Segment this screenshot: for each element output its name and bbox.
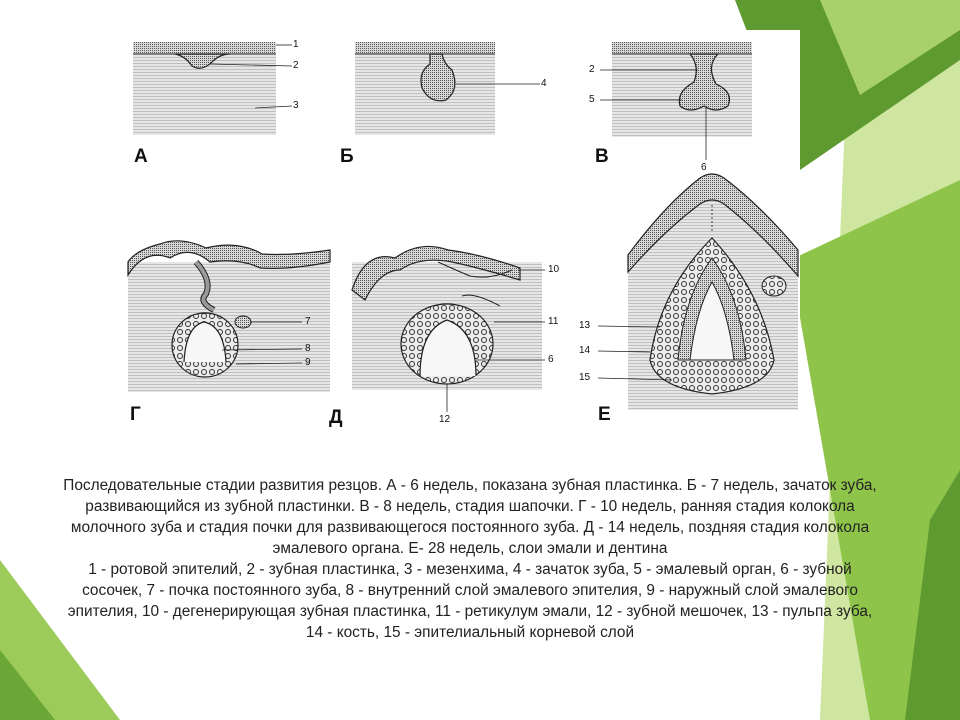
- panel-label-e: Е: [598, 404, 611, 425]
- panel-label-a: А: [134, 146, 148, 167]
- callout-11: 11: [548, 316, 559, 327]
- panel-label-b: Б: [340, 146, 354, 167]
- callout-2b: 2: [589, 64, 595, 75]
- callout-9: 9: [305, 357, 311, 368]
- callout-6b: 6: [548, 354, 554, 365]
- callout-2: 2: [293, 60, 299, 71]
- figure-caption: [60, 475, 880, 643]
- callout-15: 15: [579, 372, 591, 383]
- panel-label-d: Д: [329, 407, 343, 428]
- callout-12: 12: [439, 414, 451, 425]
- callout-8: 8: [305, 343, 311, 354]
- callout-13: 13: [579, 320, 591, 331]
- caption-stages: Последовательные стадии развития резцов. А - 6 недель, показана зубная пластинка. Б - 7 недель, зачаток зуба, развивающийся из зубной пластинки. В - 8 недель, стадия шапочки. Г - 10 недель, ранняя стадия колокола молочного зуба и стадия почки для развивающегося постоянного зуба. Д - 14 недель, поздняя стадия колокола эмалевого органа. Е- 28 недель, слои эмали и дентина: [63, 477, 877, 557]
- panel-label-g: Г: [130, 404, 141, 425]
- panel-a-drawing: [133, 42, 292, 135]
- callout-4: 4: [541, 78, 547, 89]
- callout-7: 7: [305, 316, 311, 327]
- callout-6a: 6: [701, 162, 707, 173]
- caption-legend: 1 - ротовой эпителий, 2 - зубная пластинка, 3 - мезенхима, 4 - зачаток зуба, 5 - эмалевый орган, 6 - зубной сосочек, 7 - почка постоянного зуба, 8 - внутренний слой эмалевого эпителия, 9 - наружный слой эмалевого эпителия, 10 - дегенерирующая зубная пластинка, 11 - ретикулум эмали, 12 - зубной мешочек, 13 - пульпа зуба, 14 - кость, 15 - эпителиальный корневой слой: [67, 561, 873, 641]
- panel-g-drawing: [128, 241, 330, 392]
- panel-label-v: В: [595, 146, 609, 167]
- callout-3: 3: [293, 100, 299, 111]
- callout-1: 1: [293, 39, 299, 50]
- panel-d-drawing: [352, 246, 545, 412]
- callout-14: 14: [579, 345, 591, 356]
- callout-10: 10: [548, 264, 560, 275]
- callout-5: 5: [589, 94, 595, 105]
